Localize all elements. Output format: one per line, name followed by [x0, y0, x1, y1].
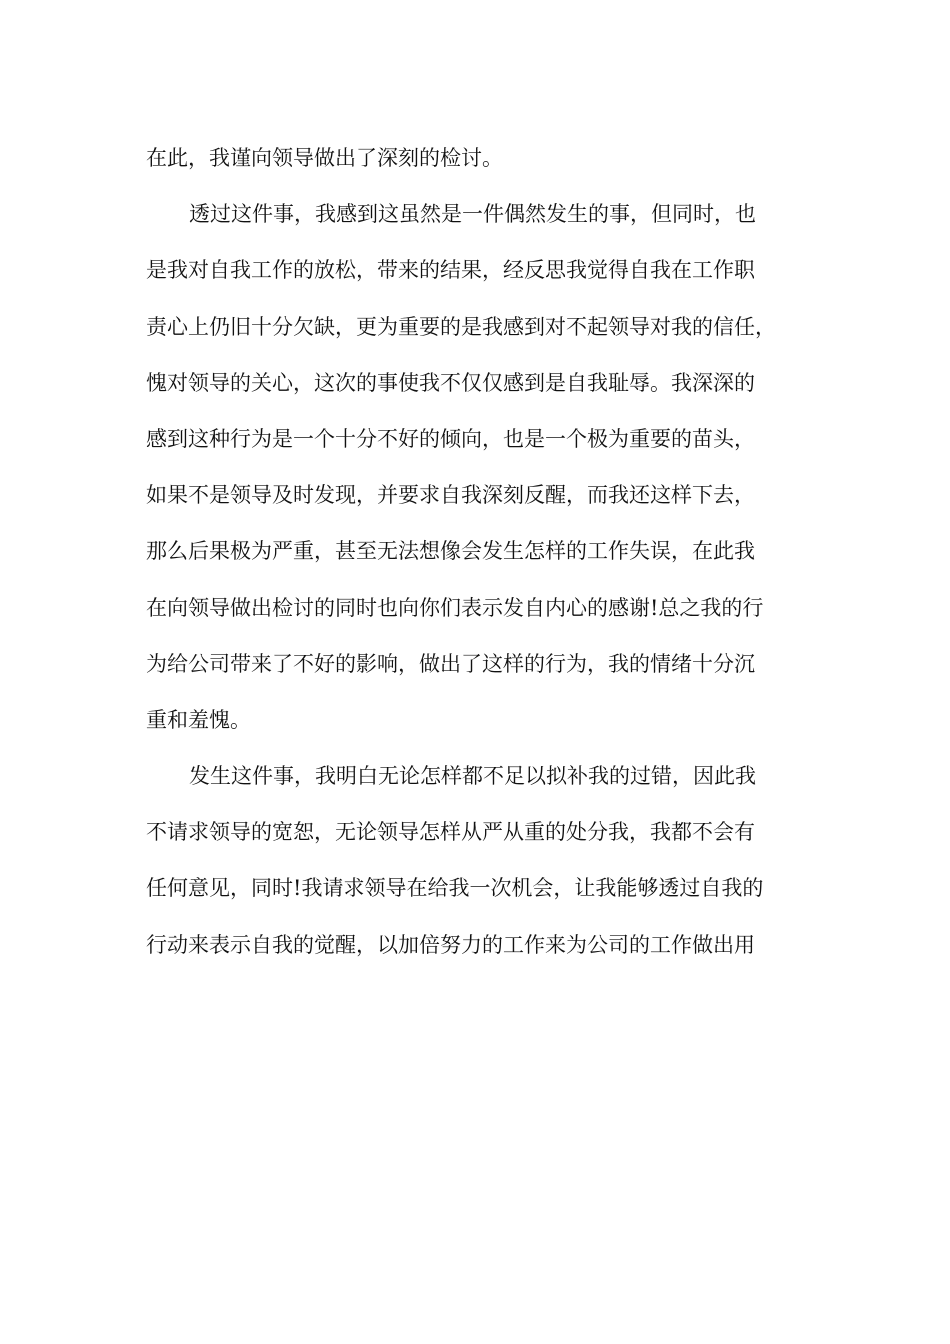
text-line-paragraph-start: 发生这件事，我明白无论怎样都不足以拟补我的过错，因此我: [189, 764, 756, 789]
text-line: 重和羞愧。: [146, 707, 251, 732]
text-line: 在向领导做出检讨的同时也向你们表示发自内心的感谢!总之我的行: [146, 595, 764, 620]
text-line: 是我对自我工作的放松，带来的结果，经反思我觉得自我在工作职: [146, 258, 755, 283]
text-line: 愧对领导的关心，这次的事使我不仅仅感到是自我耻辱。我深深的: [146, 370, 755, 395]
text-line: 为给公司带来了不好的影响，做出了这样的行为，我的情绪十分沉: [146, 651, 755, 676]
text-line: 不请求领导的宽恕，无论领导怎样从严从重的处分我，我都不会有: [146, 820, 755, 845]
text-line: 感到这种行为是一个十分不好的倾向，也是一个极为重要的苗头，: [146, 426, 755, 451]
text-line: 任何意见，同时!我请求领导在给我一次机会，让我能够透过自我的: [146, 876, 764, 901]
text-line-paragraph-start: 透过这件事，我感到这虽然是一件偶然发生的事，但同时，也: [189, 202, 756, 227]
text-line: 行动来表示自我的觉醒，以加倍努力的工作来为公司的工作做出用: [146, 932, 755, 957]
document-body: [146, 130, 816, 973]
text-line: 责心上仍旧十分欠缺，更为重要的是我感到对不起领导对我的信任，: [146, 314, 776, 339]
text-line: 在此，我谨向领导做出了深刻的检讨。: [146, 146, 503, 170]
text-line: 如果不是领导及时发现，并要求自我深刻反醒，而我还这样下去，: [146, 483, 755, 508]
text-line: 那么后果极为严重，甚至无法想像会发生怎样的工作失误，在此我: [146, 539, 755, 564]
